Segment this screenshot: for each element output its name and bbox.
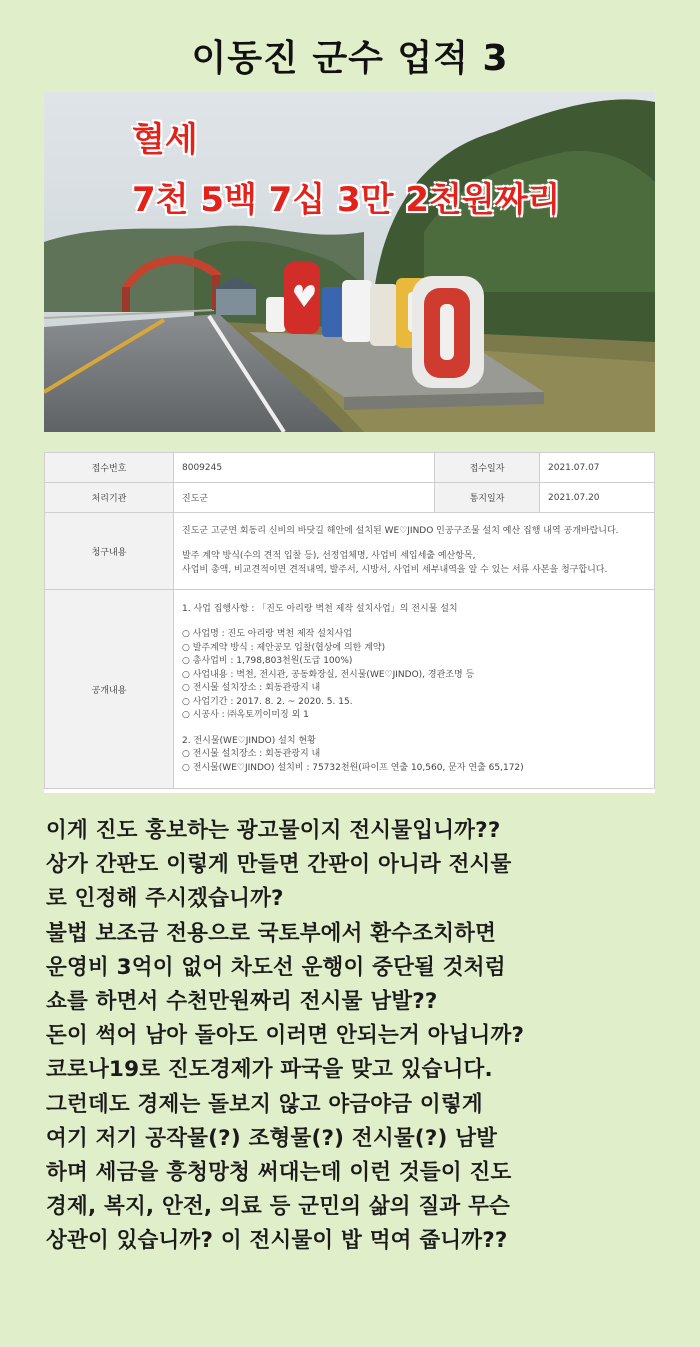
commentary-line: 로 인정해 주시겠습니까? [46, 886, 284, 912]
receipt-date-label: 접수일자 [435, 453, 540, 483]
commentary-text [46, 814, 666, 1259]
commentary-line: 쇼를 하면서 수천만원짜리 전시물 남발?? [46, 989, 438, 1015]
disclosure-line: ○ 사업명 : 진도 아리랑 벽천 제작 설치사업 [182, 629, 353, 640]
commentary-line: 상가 간판도 이렇게 만들면 간판이 아니라 전시물 [46, 852, 512, 878]
disclosure-line: ○ 전시물(WE♡JINDO) 설치비 : 75732천원(파이프 연출 10,560, 문자 연출 65,172) [182, 762, 524, 773]
request-line: 발주 계약 방식(수의 견적 입찰 등), 선정업체명, 사업비 세입세출 예산항목, [182, 551, 476, 562]
agency-label: 처리기관 [45, 483, 174, 513]
disclosure-line: 2. 전시물(WE♡JINDO) 설치 현황 [182, 735, 316, 746]
disclosure-line: ○ 전시물 설치장소 : 회동관광지 내 [182, 749, 321, 760]
disclosure-record-table [44, 452, 655, 793]
receipt-date-value: 2021.07.07 [540, 453, 655, 483]
notice-date-value: 2021.07.20 [540, 483, 655, 513]
notice-date-label: 통지일자 [435, 483, 540, 513]
disclosure-content [174, 590, 655, 789]
commentary-line: 불법 보조금 전용으로 국토부에서 환수조치하면 [46, 920, 497, 946]
headline-line-1: 혈세 [132, 120, 198, 160]
request-line: 진도군 고군면 회동리 신비의 바닷길 해안에 설치된 WE♡JINDO 인공구조물 설치 예산 집행 내역 공개바랍니다. [182, 525, 619, 536]
commentary-line: 돈이 썩어 남아 돌아도 이러면 안되는거 아닙니까? [46, 1023, 525, 1049]
commentary-line: 이게 진도 홍보하는 광고물이지 전시물입니까?? [46, 818, 501, 843]
disclosure-line: ○ 사업기간 : 2017. 8. 2. ~ 2020. 5. 15. [182, 696, 353, 707]
disclosure-line: 1. 사업 집행사항 : 「진도 아리랑 벽천 제작 설치사업」의 전시물 설치 [182, 603, 458, 614]
commentary-line: 여기 저기 공작물(?) 조형물(?) 전시물(?) 남발 [46, 1125, 498, 1151]
agency-value: 진도군 [174, 483, 435, 513]
commentary-line: 운영비 3억이 없어 차도선 운행이 중단될 것처럼 [46, 954, 506, 980]
request-label: 청구내용 [45, 513, 174, 590]
receipt-no-label: 접수번호 [45, 453, 174, 483]
photo-we-love-jindo-sculpture [44, 92, 655, 432]
request-content [174, 513, 655, 590]
commentary-line: 하며 세금을 흥청망청 써대는데 이런 것들이 진도 [46, 1160, 512, 1186]
request-line: 사업비 총액, 비교견적이면 견적내역, 발주서, 시방서, 사업비 세부내역을 알 수 있는 서류 사본을 청구합니다. [182, 564, 608, 575]
headline-line-2: 7천 5백 7십 3만 2천원짜리 [132, 180, 561, 220]
disclosure-line: ○ 전시물 설치장소 : 회동관광지 내 [182, 683, 321, 694]
disclosure-line: ○ 발주계약 방식 : 제안공모 입찰(협상에 의한 계약) [182, 642, 386, 653]
disclosure-line: ○ 총사업비 : 1,798,803천원(도급 100%) [182, 656, 353, 667]
commentary-line: 상관이 있습니까? 이 전시물이 밥 먹여 줍니까?? [46, 1228, 508, 1254]
commentary-line: 경제, 복지, 안전, 의료 등 군민의 삶의 질과 무슨 [46, 1194, 511, 1220]
disclosure-line: ○ 사업내용 : 벽천, 전시관, 공동화장실, 전시물(WE♡JINDO), 경관조명 등 [182, 669, 475, 680]
receipt-no-value: 8009245 [174, 453, 435, 483]
commentary-line: 그런데도 경제는 돌보지 않고 야금야금 이렇게 [46, 1091, 483, 1117]
disclosure-label: 공개내용 [45, 590, 174, 789]
page-title: 이동진 군수 업적 3 [191, 38, 509, 79]
disclosure-line: ○ 시공사 : ㈜옥토끼이미징 외 1 [182, 710, 309, 721]
commentary-line: 코로나19로 진도경제가 파국을 맞고 있습니다. [46, 1057, 493, 1083]
